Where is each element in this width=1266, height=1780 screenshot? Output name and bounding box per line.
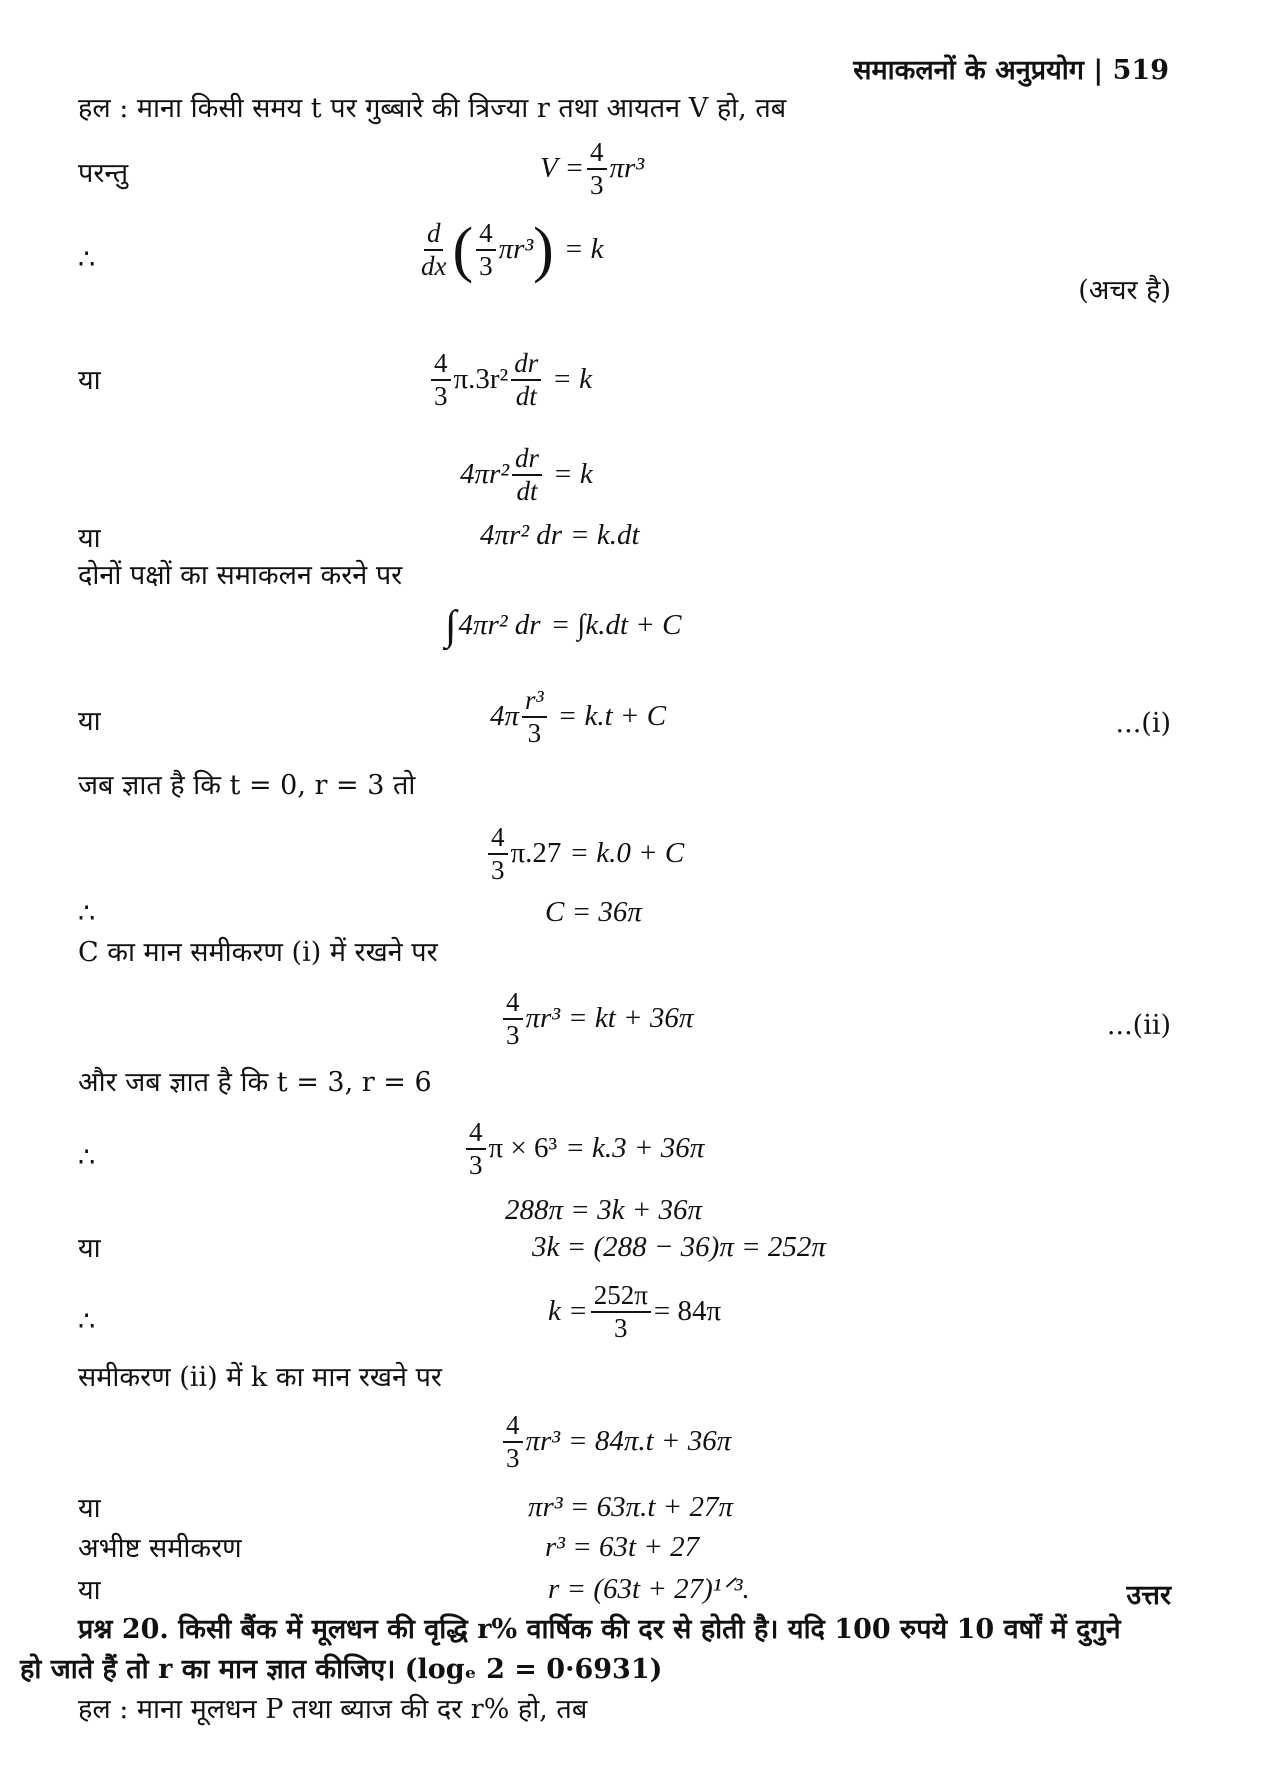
- label-parantu: परन्तु: [78, 158, 129, 189]
- equation-step: r³ = 63t + 27: [545, 1531, 700, 1563]
- given-condition-1: जब ज्ञात है कि t = 0, r = 3 तो: [78, 770, 416, 801]
- denominator: 3: [590, 170, 604, 201]
- equation-step: πr³ = 63π.t + 27π: [528, 1491, 734, 1523]
- equation-final: r = (63t + 27)¹ᐟ³.: [548, 1573, 750, 1605]
- equation-step: [463, 1117, 704, 1181]
- fraction: [587, 137, 607, 201]
- eq-rhs: = 84π: [653, 1295, 722, 1328]
- eq-rhs: = k: [552, 363, 592, 396]
- question-20-line-1: प्रश्न 20. किसी बैंक में मूलधन की वृद्धि r% वार्षिक की दर से होती है। यदि 100 रुपये 10 वर्षों में दुगुने: [78, 1614, 1121, 1645]
- fraction: [418, 218, 449, 282]
- numerator: 4: [466, 1117, 486, 1150]
- given-condition-2: और जब ज्ञात है कि t = 3, r = 6: [78, 1067, 432, 1098]
- numerator: 252π: [591, 1280, 651, 1313]
- label-ya: या: [78, 1233, 101, 1264]
- page-header: [853, 50, 1169, 87]
- label-ya: या: [78, 365, 101, 396]
- denominator: 3: [491, 855, 505, 886]
- eq-rhs: = 84π.t + 36π: [568, 1425, 732, 1458]
- numerator: 4: [476, 218, 496, 251]
- numerator: 4: [587, 137, 607, 170]
- solution-2-intro: हल : माना मूलधन P तथा ब्याज की दर r% हो, तब: [78, 1694, 588, 1725]
- equation-step: [500, 1410, 731, 1474]
- substitute-k: समीकरण (ii) में k का मान रखने पर: [78, 1362, 442, 1393]
- eq-rhs: = k.dt: [570, 519, 640, 551]
- eq-rhs: = k: [563, 233, 604, 266]
- fraction: [488, 822, 508, 886]
- therefore-symbol: ∴: [78, 1142, 96, 1173]
- equation-step: [500, 987, 693, 1051]
- eq-rhs: = ∫k.dt + C: [550, 609, 682, 642]
- therefore-symbol: ∴: [78, 244, 96, 275]
- denominator: 3: [506, 1443, 520, 1474]
- integrate-both-sides: दोनों पक्षों का समाकलन करने पर: [78, 560, 403, 591]
- eq-lhs: V =: [540, 152, 585, 185]
- eq-term: π.3r²: [453, 363, 509, 396]
- eq-rhs: = kt + 36π: [568, 1002, 694, 1035]
- constant-note: (अचर है): [1078, 275, 1171, 306]
- denominator: dx: [421, 251, 447, 282]
- eq-lhs: k =: [548, 1295, 588, 1328]
- denominator: dt: [516, 476, 538, 507]
- fraction: [503, 1410, 523, 1474]
- equation-step: 3k = (288 − 36)π = 252π: [532, 1231, 826, 1263]
- numerator: r³: [522, 685, 547, 718]
- equation-k-value: [548, 1280, 721, 1344]
- numerator: 4: [431, 348, 451, 381]
- chapter-title: समाकलनों के अनुप्रयोग: [853, 55, 1084, 86]
- substitute-c: C का मान समीकरण (i) में रखने पर: [78, 937, 438, 968]
- answer-label: उत्तर: [1126, 1580, 1171, 1611]
- equation-step: [485, 822, 684, 886]
- therefore-symbol: ∴: [78, 1306, 96, 1337]
- denominator: 3: [527, 718, 542, 749]
- eq-term: πr³: [525, 1002, 561, 1035]
- label-ya: या: [78, 1575, 101, 1606]
- equation-step: [490, 685, 666, 749]
- denominator: 3: [434, 381, 448, 412]
- numerator: dr: [511, 348, 541, 381]
- denominator: 3: [506, 1020, 520, 1051]
- therefore-symbol: ∴: [78, 898, 96, 929]
- equation-ref-ii: ...(ii): [1106, 1010, 1171, 1041]
- denominator: 3: [479, 251, 493, 282]
- fraction: [511, 348, 541, 412]
- numerator: 4: [488, 822, 508, 855]
- eq-term: 4πr² dr: [480, 519, 563, 551]
- fraction: [503, 987, 523, 1051]
- numerator: 4: [503, 987, 523, 1020]
- eq-term: π × 6³: [488, 1132, 558, 1165]
- eq-rhs: = k.3 + 36π: [565, 1132, 705, 1165]
- denominator: dt: [515, 381, 537, 412]
- equation-step: 288π = 3k + 36π: [505, 1194, 703, 1226]
- equation-volume: [540, 137, 644, 201]
- equation-ref-i: ...(i): [1115, 708, 1171, 739]
- page-number: 519: [1112, 55, 1169, 86]
- header-separator: |: [1093, 55, 1104, 86]
- eq-term: 4πr² dr: [458, 609, 541, 642]
- fraction: [512, 443, 542, 507]
- eq-term: πr³: [525, 1425, 561, 1458]
- fraction: [522, 685, 547, 749]
- equation-derivative: $\frac{d}{dx}$ ( $\frac{4}{3}$ πr³ ) = k: [415, 218, 604, 282]
- equation-integral: ∫ 4πr² dr = ∫k.dt + C: [445, 603, 682, 649]
- label-ya: या: [78, 706, 101, 737]
- eq-term: πr³: [609, 152, 645, 185]
- eq-term: 4πr²: [460, 458, 510, 491]
- numerator: 4: [503, 1410, 523, 1443]
- label-ya: या: [78, 1493, 101, 1524]
- eq-rhs: = k.t + C: [557, 700, 667, 733]
- equation-c-value: C = 36π: [545, 896, 642, 928]
- denominator: 3: [614, 1313, 628, 1344]
- numerator: dr: [512, 443, 542, 476]
- eq-rhs: = k: [553, 458, 593, 491]
- eq-term: πr³: [498, 233, 534, 266]
- fraction: [466, 1117, 486, 1181]
- denominator: 3: [469, 1150, 483, 1181]
- equation-step: [460, 443, 593, 507]
- eq-rhs: = k.0 + C: [569, 837, 685, 870]
- equation-step: [428, 348, 592, 412]
- eq-term: 4π: [490, 700, 520, 733]
- question-20-line-2: हो जाते हैं तो r का मान ज्ञात कीजिए। (logₑ 2 = 0·6931): [20, 1654, 663, 1685]
- fraction: [476, 218, 496, 282]
- solution-intro: हल : माना किसी समय t पर गुब्बारे की त्रिज्या r तथा आयतन V हो, तब: [78, 93, 787, 124]
- eq-term: π.27: [510, 837, 562, 870]
- fraction: [431, 348, 451, 412]
- numerator: d: [424, 218, 444, 251]
- fraction: [591, 1280, 651, 1344]
- label-ya: या: [78, 523, 101, 554]
- required-equation-label: अभीष्ट समीकरण: [78, 1533, 242, 1564]
- equation-step: [480, 520, 640, 552]
